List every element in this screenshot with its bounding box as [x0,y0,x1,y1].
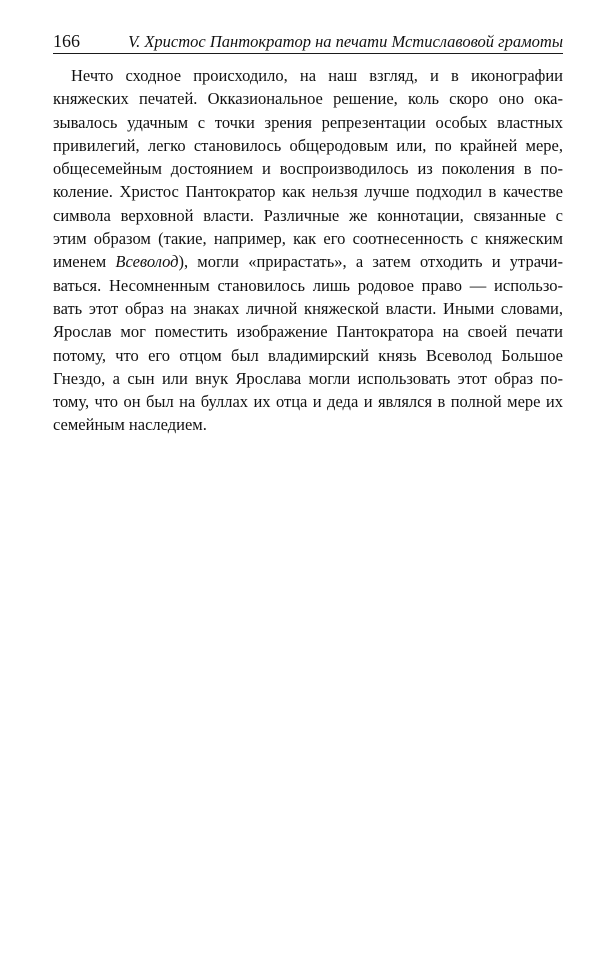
text-line: потому, что его отцом был владимирский князь Всеволод Большое [53,345,563,365]
text-line: привилегий, легко становилось общеродовым или, по крайней мере, [53,135,563,155]
page-number: 166 [53,31,80,51]
text-line: семейным наследием. [53,415,207,435]
text-line: коление. Христос Пантократор как нельзя лучше подходил в качестве [53,182,563,202]
text-line: Гнездо, а сын или внук Ярослава могли использовать этот образ по- [53,368,563,388]
text-line: этим образом (такие, например, как его соотнесенность с княжеским [53,229,563,249]
text-line: Ярослав мог поместить изображение Пантократора на своей печати [53,322,563,342]
text-line: княжеских печатей. Окказиональное решение, коль скоро оно ока- [53,89,563,109]
paragraph [53,64,563,437]
chapter-title: V. Христос Пантократор на печати Мстиславовой грамоты [128,32,563,51]
text-line: зывалось удачным с точки зрения репрезентации особых властных [53,112,563,132]
text-line: тому, что он был на буллах их отца и деда и являлся в полной мере их [53,392,563,412]
text-line: Нечто сходное происходило, на наш взгляд, и в иконографии [71,66,563,85]
running-header [53,30,563,54]
text-line-with-italic [53,250,563,273]
text-segment: именем [53,252,107,272]
italic-name: Всеволод [115,252,179,272]
text-line: общесемейным достоянием и воспроизводилось из поколения в по- [53,159,563,179]
text-line: символа верховной власти. Различные же коннотации, связанные с [53,205,563,225]
text-line: ваться. Несомненным становилось лишь родовое право — использо- [53,275,563,295]
text-segment: ), могли «прирастать», а затем отходить и утрачи- [178,252,564,272]
text-line: вать этот образ на знаках личной княжеской власти. Иными словами, [53,298,563,318]
